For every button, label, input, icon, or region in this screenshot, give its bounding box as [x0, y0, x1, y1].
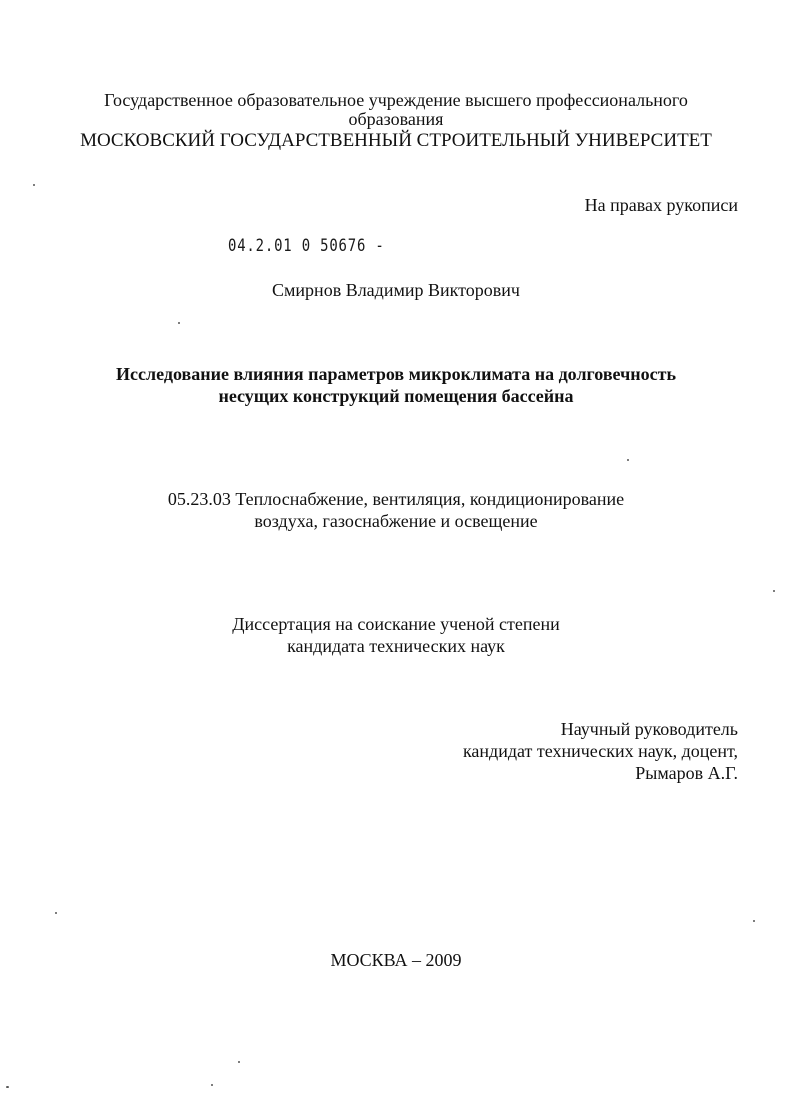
institution-line-1: Государственное образовательное учреждение высшего профессионального: [104, 90, 688, 110]
scan-speck: [211, 1084, 213, 1086]
supervisor-role: Научный руководитель: [560, 719, 738, 739]
scan-speck: [627, 459, 629, 461]
scan-speck: [33, 184, 35, 186]
scan-speck: [178, 322, 180, 324]
supervisor-name: Рымаров А.Г.: [635, 763, 738, 783]
registration-number-stamp: 04.2.01 0 50676 -: [228, 236, 385, 256]
author-name: Смирнов Владимир Викторович: [272, 280, 520, 300]
specialty-line-2: воздуха, газоснабжение и освещение: [254, 511, 538, 531]
scan-speck: [773, 590, 775, 592]
degree-line-1: Диссертация на соискание ученой степени: [232, 614, 560, 634]
degree-line-2: кандидата технических наук: [287, 636, 505, 656]
institution-line-2: образования: [348, 109, 444, 129]
supervisor-credentials: кандидат технических наук, доцент,: [462, 741, 738, 761]
manuscript-note: На правах рукописи: [584, 195, 738, 215]
thesis-title-line-1: Исследование влияния параметров микроклимата на долговечность: [116, 364, 676, 384]
university-name: МОСКОВСКИЙ ГОСУДАРСТВЕННЫЙ СТРОИТЕЛЬНЫЙ УНИВЕРСИТЕТ: [80, 130, 712, 151]
scan-speck: [238, 1061, 240, 1063]
scan-speck: [753, 920, 755, 922]
specialty-line-1: 05.23.03 Теплоснабжение, вентиляция, кондиционирование: [167, 489, 625, 509]
place-and-year: МОСКВА – 2009: [330, 950, 462, 970]
scan-speck: [6, 1086, 9, 1088]
thesis-title-line-2: несущих конструкций помещения бассейна: [218, 386, 574, 406]
scan-speck: [55, 912, 57, 914]
